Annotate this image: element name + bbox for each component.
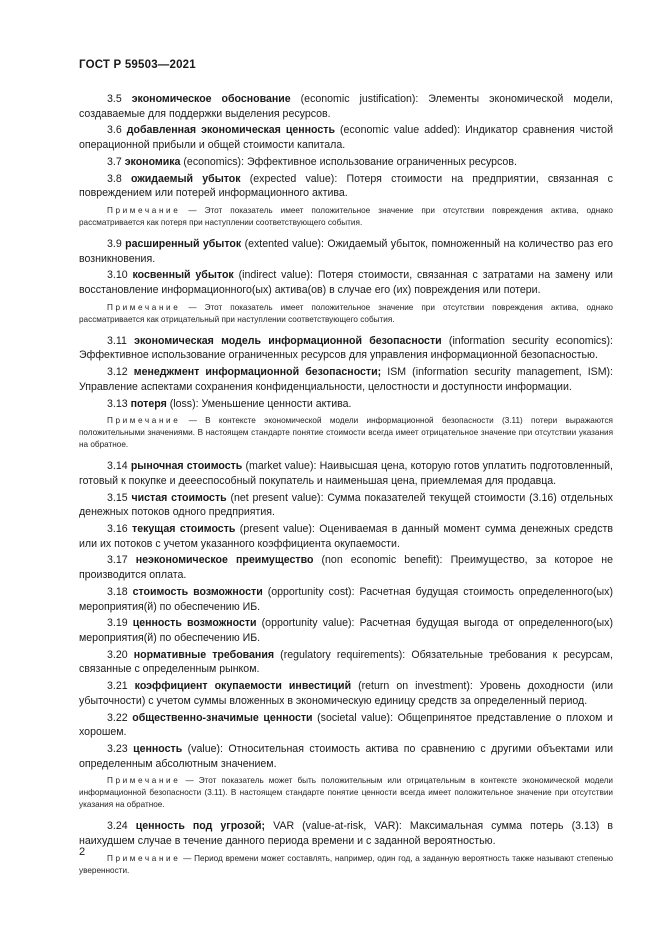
term-number: 3.12 [107,366,128,379]
note-text: — Этот показатель имеет положительное значение при отсутствии повреждения актива, однако рассматривается как отрицательный при наступлении соответствующего события. [79,302,613,324]
term-name: ожидаемый убыток [130,172,241,185]
term-text: (net present value): Сумма показателей текущей стоимости (3.16) отдельных денежных потоков одного предприятия. [79,491,613,519]
term-name: нормативные требования [133,648,275,661]
term-name: косвенный убыток [132,269,234,282]
term-name: менеджмент информационной безопасности; [133,366,382,379]
term-text: (indirect value): Потеря стоимости, связанная с затратами на замену или восстановление информационного(ых) актива(ов) в случае его (их) повреждения или потери. [79,269,613,297]
term-number: 3.9 [107,237,122,250]
term-name: коэффициент окупаемости инвестиций [134,680,352,693]
term-name: экономическая модель информационной безопасности [134,334,442,347]
term-text: (non economic benefit): Преимущество, за которое не производится оплата. [79,554,613,582]
term-text: (value): Относительная стоимость актива по сравнению с другими объектами или определенным абсолютным значением. [79,742,613,770]
note-text: — Период времени может составлять, например, один год, а заданную вероятность также называют степенью уверенности. [79,853,613,875]
term-number: 3.20 [107,648,128,661]
term-definition [79,648,613,677]
note-label: Примечание [107,776,181,786]
note-label: Примечание [107,853,181,863]
term-definition [79,155,613,170]
term-number: 3.10 [107,269,128,282]
term-text: (loss): Уменьшение ценности актива. [166,397,352,410]
term-number: 3.6 [107,124,122,137]
term-name: экономическое обоснование [131,93,291,105]
term-text: (economic justification): Элементы экономической модели, создаваемые для поддержки выделения ресурсов. [79,93,613,120]
document-header: ГОСТ Р 59503—2021 [79,59,196,71]
term-name: расширенный убыток [125,237,242,250]
term-number: 3.11 [107,334,127,347]
note [79,853,613,877]
term-definition [79,92,613,121]
term-text: (present value): Оцениваемая в данный момент сумма денежных средств или их потоков с учетом указанного коэффициента окупаемости. [79,523,613,550]
term-name: текущая стоимость [132,523,236,536]
term-definition [79,616,613,645]
term-text: (societal value): Общепринятое представление о плохом и хорошем. [79,711,613,739]
term-text: (economics): Эффективное использование ограниченных ресурсов. [180,155,517,168]
term-definition [79,819,613,848]
note [79,415,613,451]
term-number: 3.16 [107,523,128,536]
term-definition [79,585,613,614]
term-text: (return on investment): Уровень доходности (или убыточности) с учетом суммы вложенных в экономическую единицу средств за определенный период. [79,680,614,707]
term-number: 3.19 [107,617,128,630]
term-text: (economic value added): Индикатор сравнения чистой операционной прибыли и общей стоимости капитала. [79,124,613,152]
note-text: — Этот показатель может быть положительным или отрицательным в контексте экономической модели информационной безопасности (3.11). В настоящем стандарте понятие ценности всегда имеет положительное значение при отсутствии указания на обратное. [79,776,613,810]
term-definition [79,459,613,488]
term-definition [79,172,613,201]
term-number: 3.14 [107,460,128,473]
term-text: (opportunity cost): Расчетная будущая стоимость определенного(ых) мероприятия(й) по обеспечению ИБ. [79,585,613,613]
term-name: добавленная экономическая ценность [126,124,335,137]
term-number: 3.22 [107,711,128,724]
document-body [79,92,613,885]
note-text: — В контексте экономической модели информационной безопасности (3.11) потери выражаются положительными значениями. В настоящем стандарте понятие стоимости всегда имеет отрицательное значение при отсутствии указания на обратное. [79,416,613,450]
term-text: (market value): Наивысшая цена, которую готов уплатить подготовленный, готовый к покупке и деееспособный покупатель и наименьшая цена, приемлемая для продавца. [79,460,613,487]
term-number: 3.5 [107,93,122,105]
term-definition [79,123,613,152]
term-name: потеря [130,397,167,410]
term-text: VAR (value-at-risk, VAR): Максимальная сумма потерь (3.13) в наихудшем случае в течение данного периода времени и с заданной вероятностью. [79,820,613,848]
note-label: Примечание [107,205,181,215]
term-name: стоимость возможности [132,585,263,598]
term-number: 3.17 [107,554,128,567]
note-text: — Этот показатель имеет положительное значение при отсутствии повреждения актива, однако рассматривается как потеря при наступлении соответствующего события. [79,205,613,227]
term-text: (regulatory requirements): Обязательные требования к ресурсам, связанные с определенным рынком. [79,648,613,676]
term-text: ISM (information security management, ISM): Управление аспектами сохранения конфиденциальности, целостности и доступности информации. [79,366,613,393]
note [79,775,613,811]
term-text: (opportunity value): Расчетная будущая выгода от определенного(ых) мероприятия(й) по обеспечению ИБ. [79,617,613,644]
note-label: Примечание [107,302,181,312]
page-number: 2 [79,846,86,858]
term-name: неэкономическое преимущество [135,554,314,567]
term-name: экономика [124,155,181,168]
term-number: 3.15 [107,491,128,504]
term-definition [79,522,613,551]
term-number: 3.13 [107,397,128,410]
term-definition [79,237,613,266]
term-name: рыночная стоимость [130,460,243,473]
term-number: 3.23 [107,742,128,755]
term-name: ценность [133,742,183,755]
note-label: Примечание [107,416,181,426]
term-name: ценность под угрозой; [135,820,266,833]
term-number: 3.24 [107,820,128,833]
term-definition [79,268,613,297]
term-number: 3.8 [107,172,122,185]
term-definition [79,334,613,363]
term-number: 3.21 [107,680,128,693]
term-name: ценность возможности [132,617,257,630]
term-definition [79,397,613,412]
term-name: общественно-значимые ценности [132,711,313,724]
note [79,205,613,229]
term-number: 3.18 [107,585,128,598]
term-text: (expected value): Потеря стоимости на предприятии, связанная с повреждением или потерей информационного актива. [79,172,613,200]
term-name: чистая стоимость [131,491,227,504]
term-definition [79,711,613,740]
term-definition [79,679,613,708]
term-definition [79,491,613,520]
term-definition [79,553,613,582]
term-text: (extented value): Ожидаемый убыток, помноженный на количество раз его возникновения. [79,237,613,265]
note [79,302,613,326]
term-definition [79,365,613,394]
term-text: (information security economics): Эффективное использование ограниченных ресурсов для управления информационной безопасностью. [79,334,613,362]
term-number: 3.7 [107,155,122,168]
term-definition [79,742,613,771]
